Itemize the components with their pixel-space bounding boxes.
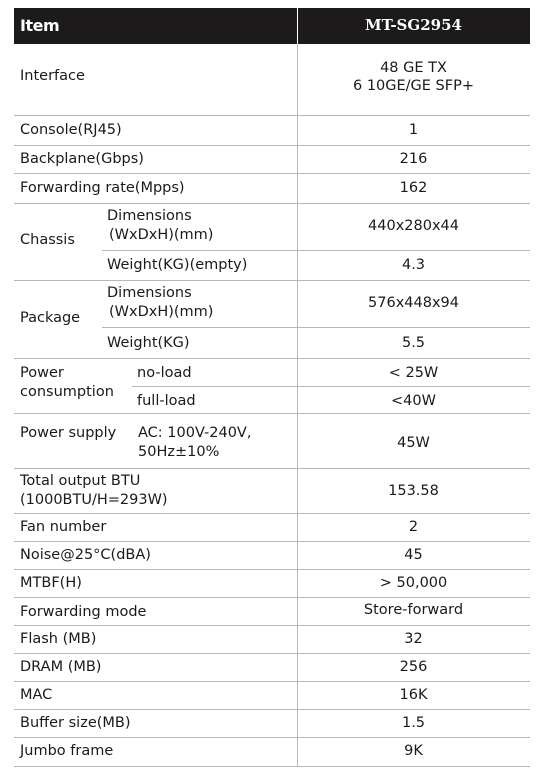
row-chassis	[14, 204, 530, 281]
chassis-label: Chassis	[20, 232, 75, 248]
backplane-label: Backplane(Gbps)	[20, 151, 144, 167]
interface-label: Interface	[20, 68, 85, 84]
flash-label: Flash (MB)	[20, 631, 97, 647]
fan-number-value: 2	[408, 519, 419, 535]
chassis-sub-divider	[102, 250, 530, 251]
row-total-btu	[14, 469, 530, 514]
total-btu-label-1: Total output BTU	[20, 473, 141, 489]
console-label: Console(RJ45)	[20, 122, 122, 138]
row-forwarding-rate	[14, 174, 530, 204]
dram-label: DRAM (MB)	[20, 659, 102, 675]
fullload-label: full-load	[137, 393, 196, 409]
jumbo-label: Jumbo frame	[20, 743, 114, 759]
fullload-value: <40W	[391, 393, 436, 409]
row-console	[14, 116, 530, 146]
row-forwarding-mode	[14, 598, 530, 626]
power-sub-divider	[132, 386, 530, 387]
mac-value: 16K	[399, 687, 428, 703]
buffer-value: 1.5	[401, 715, 426, 731]
power-supply-ac: AC: 100V-240V,	[138, 425, 252, 441]
mac-label: MAC	[20, 687, 53, 703]
package-sub-divider	[102, 327, 530, 328]
row-mtbf	[14, 570, 530, 598]
noload-value: < 25W	[388, 365, 439, 381]
power-supply-hz: 50Hz±10%	[138, 444, 220, 460]
flash-value: 32	[404, 631, 423, 647]
chassis-dimensions-unit: (WxDxH)(mm)	[109, 227, 214, 243]
mtbf-label: MTBF(H)	[20, 575, 82, 591]
noise-label: Noise@25°C(dBA)	[20, 547, 151, 563]
row-power-consumption	[14, 359, 530, 414]
forwarding-mode-label: Forwarding mode	[20, 604, 147, 620]
row-dram	[14, 654, 530, 682]
row-package	[14, 281, 530, 359]
forwarding-rate-value: 162	[399, 180, 428, 196]
total-btu-label-2: (1000BTU/H=293W)	[20, 492, 168, 508]
row-interface	[14, 44, 530, 116]
header-model-label: MT-SG2954	[365, 16, 462, 34]
console-value: 1	[408, 122, 419, 138]
power-consumption-label-1: Power	[20, 365, 64, 381]
package-dimensions-unit: (WxDxH)(mm)	[109, 304, 214, 320]
noload-label: no-load	[137, 365, 192, 381]
forwarding-rate-label: Forwarding rate(Mpps)	[20, 180, 185, 196]
mtbf-value: > 50,000	[379, 575, 448, 591]
row-power-supply	[14, 414, 530, 469]
row-mac	[14, 682, 530, 710]
table-header	[14, 8, 530, 44]
row-fan-number	[14, 514, 530, 542]
interface-value-2: 6 10GE/GE SFP+	[352, 78, 474, 94]
chassis-weight-value: 4.3	[401, 257, 426, 273]
package-label: Package	[20, 310, 81, 326]
power-consumption-label-2: consumption	[20, 384, 114, 400]
row-backplane	[14, 146, 530, 174]
chassis-weight-label: Weight(KG)(empty)	[107, 257, 248, 273]
buffer-label: Buffer size(MB)	[20, 715, 131, 731]
row-buffer	[14, 710, 530, 738]
forwarding-mode-value: Store-forward	[363, 602, 464, 618]
package-weight-value: 5.5	[401, 335, 426, 351]
package-dimensions-value: 576x448x94	[368, 295, 459, 311]
chassis-dimensions-value: 440x280x44	[368, 218, 459, 234]
jumbo-value: 9K	[404, 743, 423, 759]
package-weight-label: Weight(KG)	[107, 335, 190, 351]
power-supply-value: 45W	[397, 435, 430, 451]
row-noise	[14, 542, 530, 570]
row-jumbo	[14, 738, 530, 767]
row-flash	[14, 626, 530, 654]
fan-number-label: Fan number	[20, 519, 107, 535]
package-dimensions-label: Dimensions	[107, 285, 192, 301]
backplane-value: 216	[399, 151, 428, 167]
interface-value-1: 48 GE TX	[380, 60, 447, 76]
chassis-dimensions-label: Dimensions	[107, 208, 192, 224]
header-item-label: Item	[20, 16, 60, 35]
total-btu-value: 153.58	[388, 483, 439, 499]
noise-value: 45	[404, 547, 423, 563]
dram-value: 256	[399, 659, 428, 675]
power-supply-label: Power supply	[20, 425, 117, 441]
